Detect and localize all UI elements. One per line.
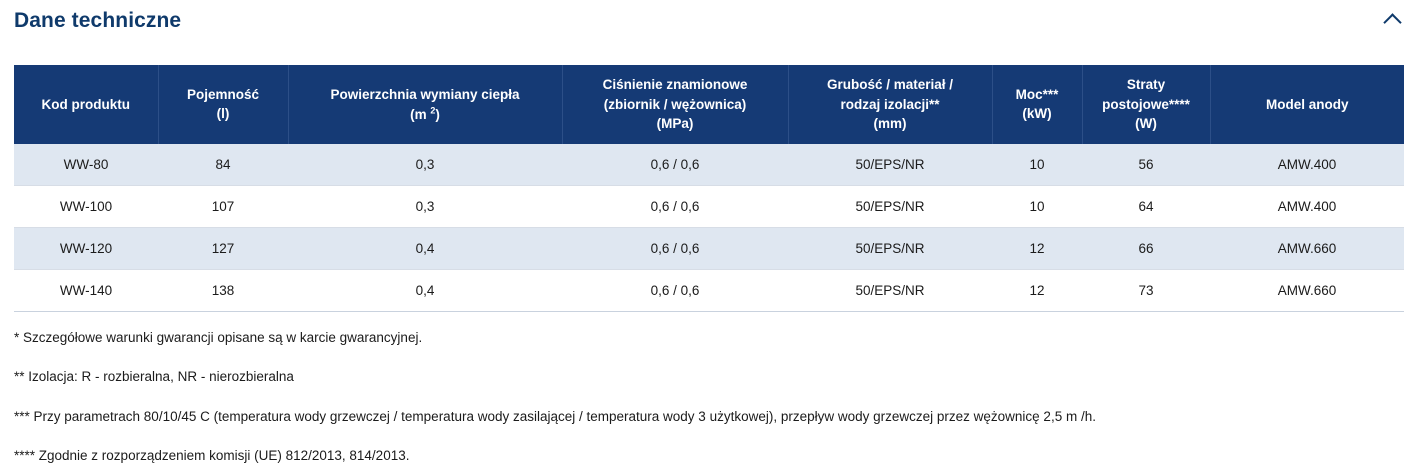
cell-anode-model: AMW.400: [1210, 144, 1404, 186]
cell-insulation: 50/EPS/NR: [788, 144, 992, 186]
table-row: [14, 144, 1404, 186]
column-header-line1: Pojemność: [186, 86, 260, 102]
cell-insulation: 50/EPS/NR: [788, 228, 992, 270]
column-header-heat-exchange-area: [288, 65, 562, 144]
cell-capacity: 107: [158, 186, 288, 228]
cell-nominal-pressure: 0,6 / 0,6: [562, 228, 788, 270]
cell-heat-exchange-area: 0,4: [288, 228, 562, 270]
column-header-line1: Moc***: [1015, 86, 1059, 102]
cell-anode-model: AMW.660: [1210, 270, 1404, 312]
column-header-line2: (kW): [1022, 106, 1052, 122]
footnote-warranty: * Szczegółowe warunki gwarancji opisane są w karcie gwarancyjnej.: [14, 330, 423, 346]
section-header: [0, 0, 1418, 40]
cell-nominal-pressure: 0,6 / 0,6: [562, 144, 788, 186]
column-header-line3: (W): [1135, 116, 1157, 132]
column-header-insulation: [788, 65, 992, 144]
table-body: [14, 144, 1404, 312]
cell-power: 12: [992, 270, 1082, 312]
footnote-regulation: **** Zgodnie z rozporządzeniem komisji (UE) 812/2013, 814/2013.: [14, 447, 410, 463]
cell-product-code: WW-140: [14, 270, 158, 312]
footnote-parameters: *** Przy parametrach 80/10/45 C (temperatura wody grzewczej / temperatura wody zasilającej / temperatura wody 3 użytkowej), przepływ wody grzewczej przez wężownicę 2,5 m /h.: [14, 408, 1096, 424]
cell-power: 10: [992, 144, 1082, 186]
cell-standby-losses: 56: [1082, 144, 1210, 186]
cell-nominal-pressure: 0,6 / 0,6: [562, 186, 788, 228]
chevron-up-icon[interactable]: [1380, 8, 1404, 32]
column-header-line2: (m $^2$): [410, 105, 440, 122]
column-header-line1: Ciśnienie znamionowe: [602, 77, 748, 92]
table-row: [14, 228, 1404, 270]
cell-heat-exchange-area: 0,4: [288, 270, 562, 312]
column-header-power: [992, 65, 1082, 144]
cell-standby-losses: 73: [1082, 270, 1210, 312]
column-header-line1: Grubość / materiał /: [826, 77, 954, 92]
cell-insulation: 50/EPS/NR: [788, 186, 992, 228]
cell-capacity: 84: [158, 144, 288, 186]
cell-product-code: WW-80: [14, 144, 158, 186]
cell-product-code: WW-120: [14, 228, 158, 270]
column-header-product-code: [14, 65, 158, 144]
table-header-row: [14, 65, 1404, 144]
cell-heat-exchange-area: 0,3: [288, 144, 562, 186]
column-header-line1: Straty: [1126, 77, 1166, 92]
column-header-nominal-pressure: [562, 65, 788, 144]
cell-capacity: 127: [158, 228, 288, 270]
column-header-line2: (zbiornik / wężownica): [603, 96, 747, 112]
footnotes: [14, 328, 1404, 466]
table-row: [14, 186, 1404, 228]
cell-power: 10: [992, 186, 1082, 228]
column-header-line3: (MPa): [656, 116, 694, 132]
column-header-line3: (mm): [873, 116, 907, 132]
column-header-capacity: [158, 65, 288, 144]
cell-standby-losses: 64: [1082, 186, 1210, 228]
cell-insulation: 50/EPS/NR: [788, 270, 992, 312]
cell-anode-model: AMW.660: [1210, 228, 1404, 270]
table-header: [14, 65, 1404, 144]
column-header-standby-losses: [1082, 65, 1210, 144]
column-header-line2: postojowe****: [1102, 96, 1190, 112]
cell-power: 12: [992, 228, 1082, 270]
column-header-anode-model: [1210, 65, 1404, 144]
column-header-line2: (l): [216, 106, 230, 122]
spec-table-container: [14, 65, 1404, 312]
cell-capacity: 138: [158, 270, 288, 312]
technical-data-table: [14, 65, 1404, 312]
column-header-line1: Powierzchnia wymiany ciepła: [330, 86, 520, 102]
column-header-line1: Kod produktu: [41, 96, 130, 112]
column-header-line1: Model anody: [1265, 96, 1349, 112]
cell-standby-losses: 66: [1082, 228, 1210, 270]
footnote-insulation: ** Izolacja: R - rozbieralna, NR - nierozbieralna: [14, 369, 294, 385]
table-row: [14, 270, 1404, 312]
cell-anode-model: AMW.400: [1210, 186, 1404, 228]
cell-product-code: WW-100: [14, 186, 158, 228]
column-header-line2: rodzaj izolacji**: [840, 96, 940, 112]
cell-nominal-pressure: 0,6 / 0,6: [562, 270, 788, 312]
cell-heat-exchange-area: 0,3: [288, 186, 562, 228]
chevron-up-glyph: [1383, 13, 1401, 31]
page-title: Dane techniczne: [14, 9, 182, 32]
